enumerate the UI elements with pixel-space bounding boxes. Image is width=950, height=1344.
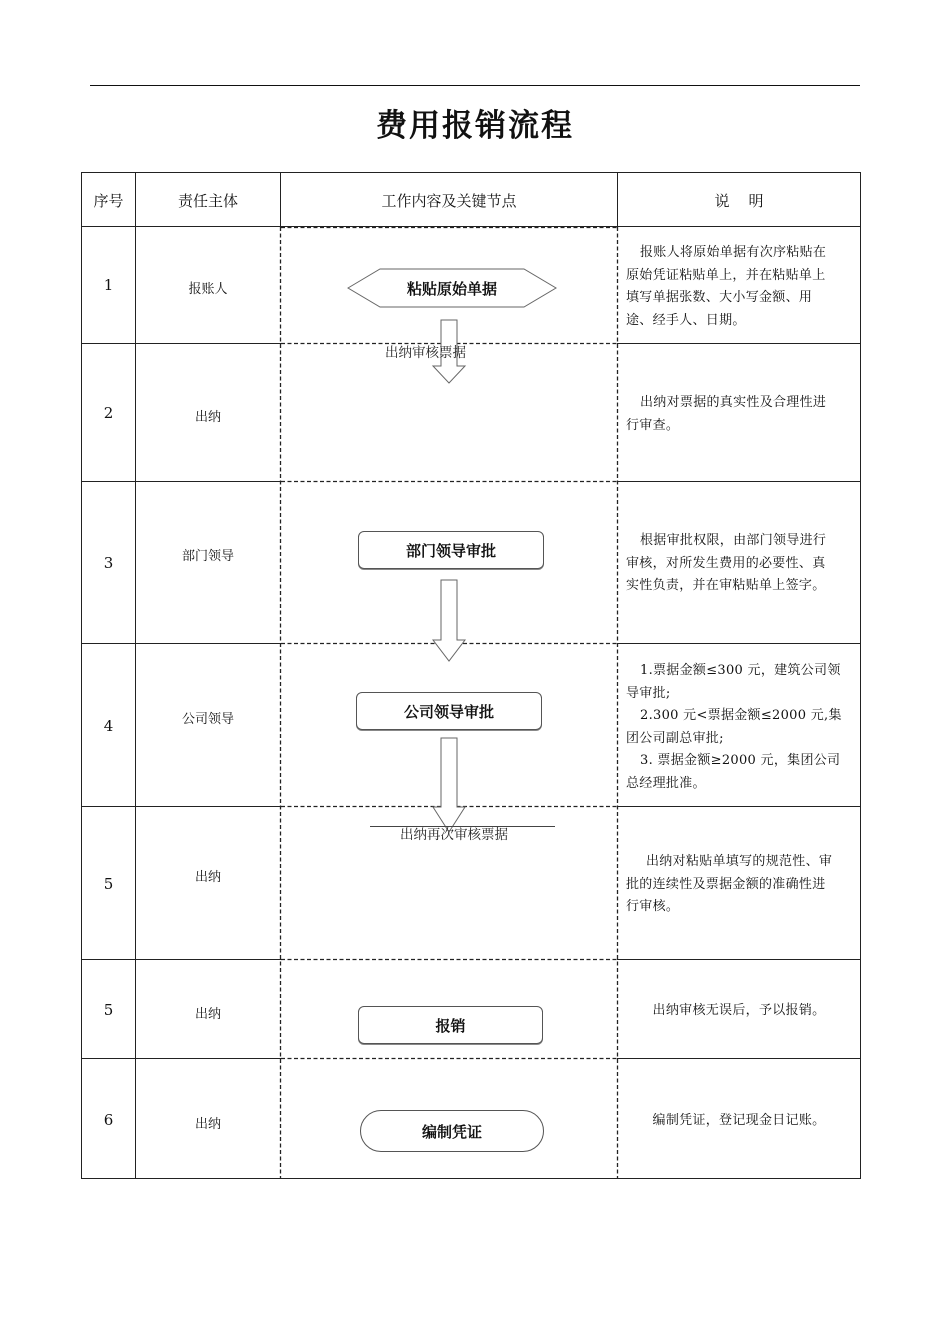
row-7-note	[618, 1110, 860, 1133]
down-arrow-3	[433, 738, 465, 832]
row-4-subject: 公司领导	[181, 712, 234, 727]
row-1-seq: 1	[103, 276, 114, 294]
row-4-note	[626, 660, 854, 795]
note-line: 审核，对所发生费用的必要性、真	[626, 555, 826, 571]
flow-node-prepare-voucher: 编制凭证	[360, 1110, 544, 1152]
row-6-subject: 出纳	[194, 1007, 221, 1022]
note-line: 原始凭证粘贴单上，并在粘贴单上	[626, 267, 826, 283]
row-5-note	[626, 851, 854, 919]
note-line: 出纳对粘贴单填写的规范性、审	[646, 854, 833, 869]
note-line: 根据审批权限，由部门领导进行	[640, 533, 827, 548]
header-subject: 责任主体	[177, 192, 238, 210]
row-7-subject: 出纳	[194, 1117, 221, 1132]
row-1-note	[626, 242, 854, 332]
row-3-seq: 3	[103, 554, 114, 572]
row-2-note	[626, 392, 854, 437]
note-line: 实性负责，并在审粘贴单上签字。	[626, 578, 826, 593]
header-note: 说 明	[714, 192, 764, 210]
note-line: 报账人将原始单据有次序粘贴在	[640, 245, 827, 260]
note-line: 行审查。	[626, 417, 680, 433]
note-line: 总经理批准。	[626, 775, 706, 791]
down-arrow-2	[433, 580, 465, 661]
note-line: 1.票据金额≤300 元，建筑公司领	[640, 663, 841, 678]
note-line: 导审批;	[626, 685, 671, 701]
note-line: 2.300 元<票据金额≤2000 元,集	[640, 708, 842, 723]
note-line: 填写单据张数、大小写金额、用	[626, 290, 813, 305]
row-6-seq: 5	[103, 1001, 114, 1019]
note-line: 行审核。	[626, 899, 680, 914]
row-6-note	[618, 1000, 860, 1023]
note-line: 途、经手人、日期。	[626, 312, 746, 328]
flow-label-cashier-recheck: 出纳再次审核票据	[400, 827, 508, 843]
note-line: 编制凭证，登记现金日记账。	[652, 1113, 826, 1128]
header-seq: 序号	[93, 192, 124, 210]
note-line: 团公司副总审批;	[626, 730, 724, 746]
row-7-seq: 6	[103, 1111, 114, 1129]
note-line: 出纳对票据的真实性及合理性进	[640, 395, 827, 410]
row-3-note	[626, 530, 854, 598]
note-line: 批的连续性及票据金额的准确性进	[626, 876, 826, 892]
note-line: 出纳审核无误后，予以报销。	[652, 1003, 826, 1018]
flow-node-paste-receipts: 粘贴原始单据	[406, 279, 497, 298]
flow-label-cashier-review: 出纳审核票据	[385, 345, 466, 361]
note-line: 3. 票据金额≥2000 元，集团公司	[640, 753, 841, 768]
row-3-subject: 部门领导	[181, 549, 234, 564]
flow-node-company-approval: 公司领导审批	[356, 692, 542, 730]
header-content: 工作内容及关键节点	[381, 192, 517, 210]
row-5-subject: 出纳	[194, 870, 221, 885]
flow-node-reimburse: 报销	[358, 1006, 543, 1044]
row-2-seq: 2	[103, 404, 114, 422]
flow-node-dept-approval: 部门领导审批	[358, 531, 544, 569]
row-4-seq: 4	[103, 717, 114, 735]
row-2-subject: 出纳	[194, 410, 221, 425]
page-title: 费用报销流程	[376, 108, 574, 144]
row-5-seq: 5	[103, 875, 114, 893]
row-1-subject: 报账人	[188, 282, 228, 297]
